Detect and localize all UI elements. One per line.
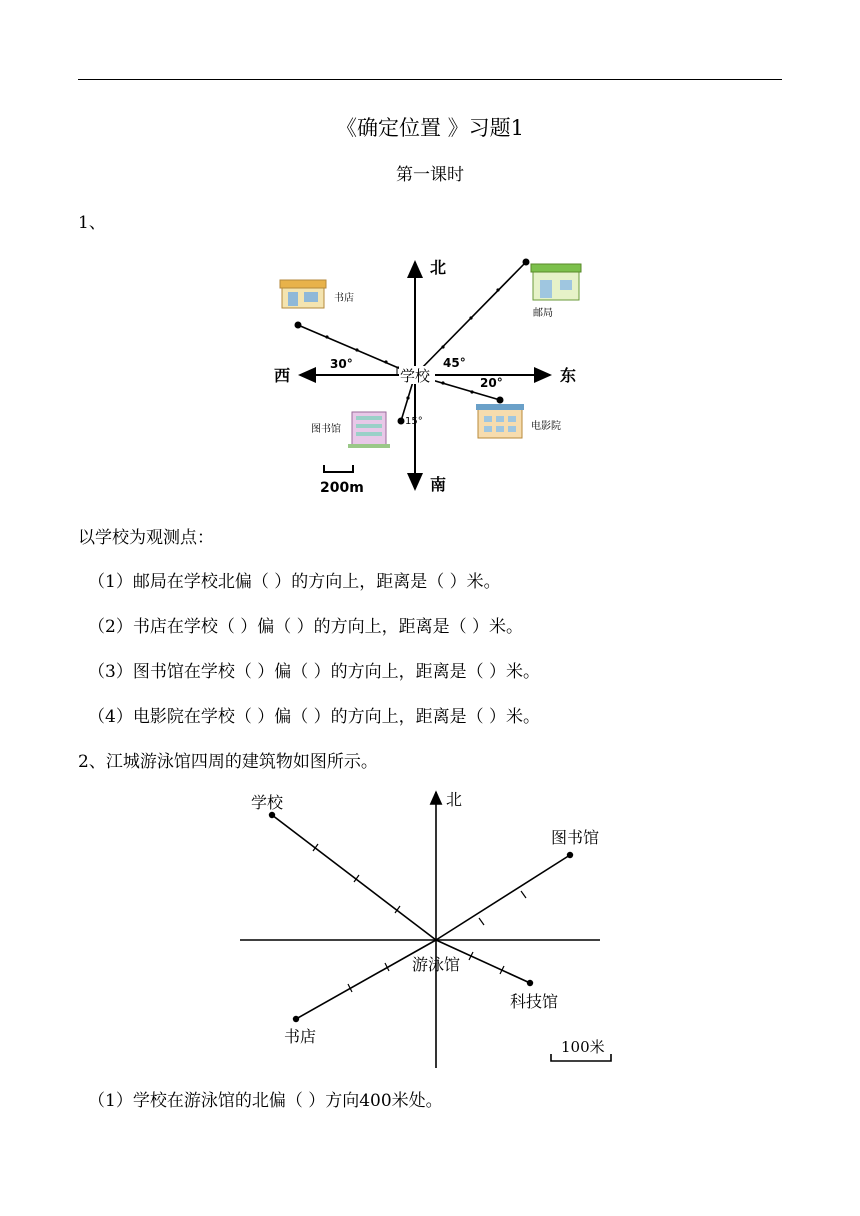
q1-angle-cinema: 20° [480, 376, 503, 390]
page-title: 《确定位置 》习题1 [335, 116, 525, 140]
q1-intro: 以学校为观测点： [78, 528, 214, 548]
q1-south-label: 南 [430, 475, 447, 494]
q2-ray-school [272, 815, 436, 940]
q2-library-label: 图书馆 [551, 828, 600, 847]
q1-center-label: 学校 [400, 367, 431, 385]
q1-item-3: （3）图书馆在学校（ ）偏（ ）的方向上，距离是（ ）米。 [88, 662, 541, 682]
q1-library-label: 图书馆 [311, 424, 341, 435]
q1-bookstore-label: 书店 [334, 293, 354, 304]
q2-prompt: 2、江城游泳馆四周的建筑物如图所示。 [78, 752, 378, 772]
q1-item-4: （4）电影院在学校（ ）偏（ ）的方向上，距离是（ ）米。 [88, 707, 541, 727]
q2-school-label: 学校 [251, 793, 284, 812]
q2-center-label: 游泳馆 [412, 955, 461, 974]
q2-point-school [269, 812, 275, 818]
q1-angle-post-office: 45° [443, 356, 466, 370]
q1-item-2: （2）书店在学校（ ）偏（ ）的方向上，距离是（ ）米。 [88, 617, 524, 637]
q1-angle-library: 15° [405, 416, 423, 427]
q2-point-science-museum [527, 980, 533, 986]
page-subtitle: 第一课时 [396, 165, 464, 185]
q2-ray-bookstore [296, 940, 436, 1019]
q2-bookstore-label: 书店 [284, 1027, 317, 1046]
q1-scale-label: 200m [320, 480, 364, 496]
q1-cinema-label: 电影院 [531, 421, 561, 432]
q1-angle-bookstore: 30° [330, 357, 353, 371]
q2-item-1: （1）学校在游泳馆的北偏（ ）方向400米处。 [88, 1091, 443, 1111]
q1-post-office-label: 邮局 [533, 308, 553, 319]
q1-west-label: 西 [274, 366, 291, 385]
q2-north-label: 北 [446, 790, 463, 809]
q1-north-label: 北 [430, 258, 447, 277]
q2-scale-label: 100米 [561, 1038, 605, 1056]
q1-east-label: 东 [560, 366, 577, 385]
q2-point-bookstore [293, 1016, 299, 1022]
q2-science-museum-label: 科技馆 [510, 992, 559, 1011]
q2-point-library [567, 852, 573, 858]
q2-ray-library [436, 855, 570, 940]
q1-number: 1、 [78, 213, 106, 233]
q1-item-1: （1）邮局在学校北偏（ ）的方向上，距离是（ ）米。 [88, 572, 501, 592]
